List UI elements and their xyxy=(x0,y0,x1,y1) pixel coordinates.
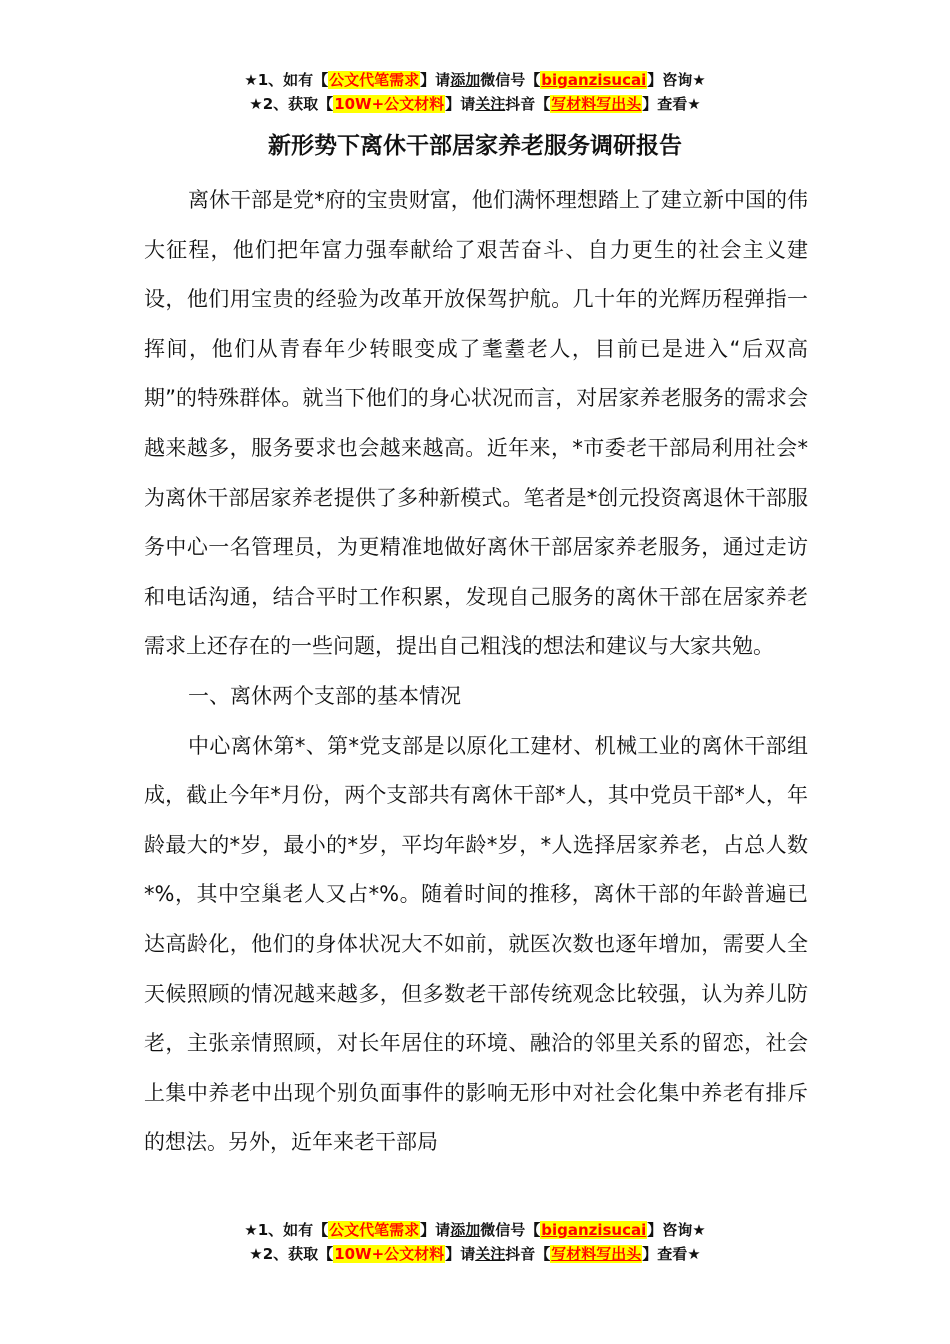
banner-line-1 xyxy=(0,1218,950,1242)
banner-text: 】咨询★ xyxy=(647,71,706,89)
highlight-wechat-id: biganzisucai xyxy=(541,71,647,89)
document-title: 新形势下离休干部居家养老服务调研报告 xyxy=(268,133,682,159)
paragraph-intro: 离休干部是党*府的宝贵财富，他们满怀理想踏上了建立新中国的伟大征程，他们把年富力强奉献给了艰苦奋斗、自力更生的社会主义建设，他们用宝贵的经验为改革开放保驾护航。几十年的光辉历程弹指一挥间，他们从青春年少转眼变成了耄耋老人，目前已是进入“后双高期”的特殊群体。就当下他们的身心状况而言，对居家养老服务的需求会越来越多，服务要求也会越来越高。近年来，*市委老干部局利用社会*为离休干部居家养老提供了多种新模式。笔者是*创元投资离退休干部服务中心一名管理员，为更精准地做好离休干部居家养老服务，通过走访和电话沟通，结合平时工作积累，发现自己服务的离休干部在居家养老需求上还存在的一些问题，提出自己粗浅的想法和建议与大家共勉。 xyxy=(144,188,808,659)
highlight-service: 公文代笔需求 xyxy=(329,1221,420,1239)
highlight-service: 公文代笔需求 xyxy=(329,71,420,89)
banner-text: ★2、获取【 xyxy=(249,1245,334,1263)
banner-text: 】请 xyxy=(445,95,476,113)
highlight-douyin-id: 写材料写出头 xyxy=(551,1245,642,1263)
highlight-materials: 10W+公文材料 xyxy=(334,95,445,113)
footer-banner xyxy=(0,1218,950,1266)
banner-line-2 xyxy=(0,1242,950,1266)
banner-text: 】查看★ xyxy=(642,1245,701,1263)
underlined-word: 关注 xyxy=(475,95,506,113)
banner-text: 】请 xyxy=(420,1221,451,1239)
banner-line-1 xyxy=(0,68,950,92)
banner-text: 抖音【 xyxy=(505,1245,551,1263)
header-banner xyxy=(0,68,950,116)
underlined-word: 关注 xyxy=(475,1245,506,1263)
banner-text: 】请 xyxy=(445,1245,476,1263)
banner-text: ★1、如有【 xyxy=(244,71,329,89)
banner-text: 抖音【 xyxy=(505,95,551,113)
underlined-word: 添加 xyxy=(450,71,481,89)
banner-text: 】咨询★ xyxy=(647,1221,706,1239)
banner-text: ★2、获取【 xyxy=(249,95,334,113)
section-heading: 一、离休两个支部的基本情况 xyxy=(188,683,461,708)
banner-text: 】查看★ xyxy=(642,95,701,113)
paragraph-basic-situation: 中心离休第*、第*党支部是以原化工建材、机械工业的离休干部组成，截止今年*月份，两个支部共有离休干部*人，其中党员干部*人，年龄最大的*岁，最小的*岁，平均年龄*岁，*人选择居家养老，占总人数*%，其中空巢老人又占*%。随着时间的推移，离休干部的年龄普遍已达高龄化，他们的身体状况大不如前，就医次数也逐年增加，需要人全天候照顾的情况越来越多，但多数老干部传统观念比较强，认为养儿防老，主张亲情照顾，对长年居住的环境、融洽的邻里关系的留恋，社会上集中养老中出现个别负面事件的影响无形中对社会化集中养老有排斥的想法。另外，近年来老干部局 xyxy=(144,733,808,1155)
banner-line-2 xyxy=(0,92,950,116)
highlight-douyin-id: 写材料写出头 xyxy=(551,95,642,113)
underlined-word: 添加 xyxy=(450,1221,481,1239)
banner-text: 微信号【 xyxy=(480,71,541,89)
highlight-materials: 10W+公文材料 xyxy=(334,1245,445,1263)
banner-text: 】请 xyxy=(420,71,451,89)
banner-text: ★1、如有【 xyxy=(244,1221,329,1239)
banner-text: 微信号【 xyxy=(480,1221,541,1239)
highlight-wechat-id: biganzisucai xyxy=(541,1221,647,1239)
document-body xyxy=(144,176,808,1168)
